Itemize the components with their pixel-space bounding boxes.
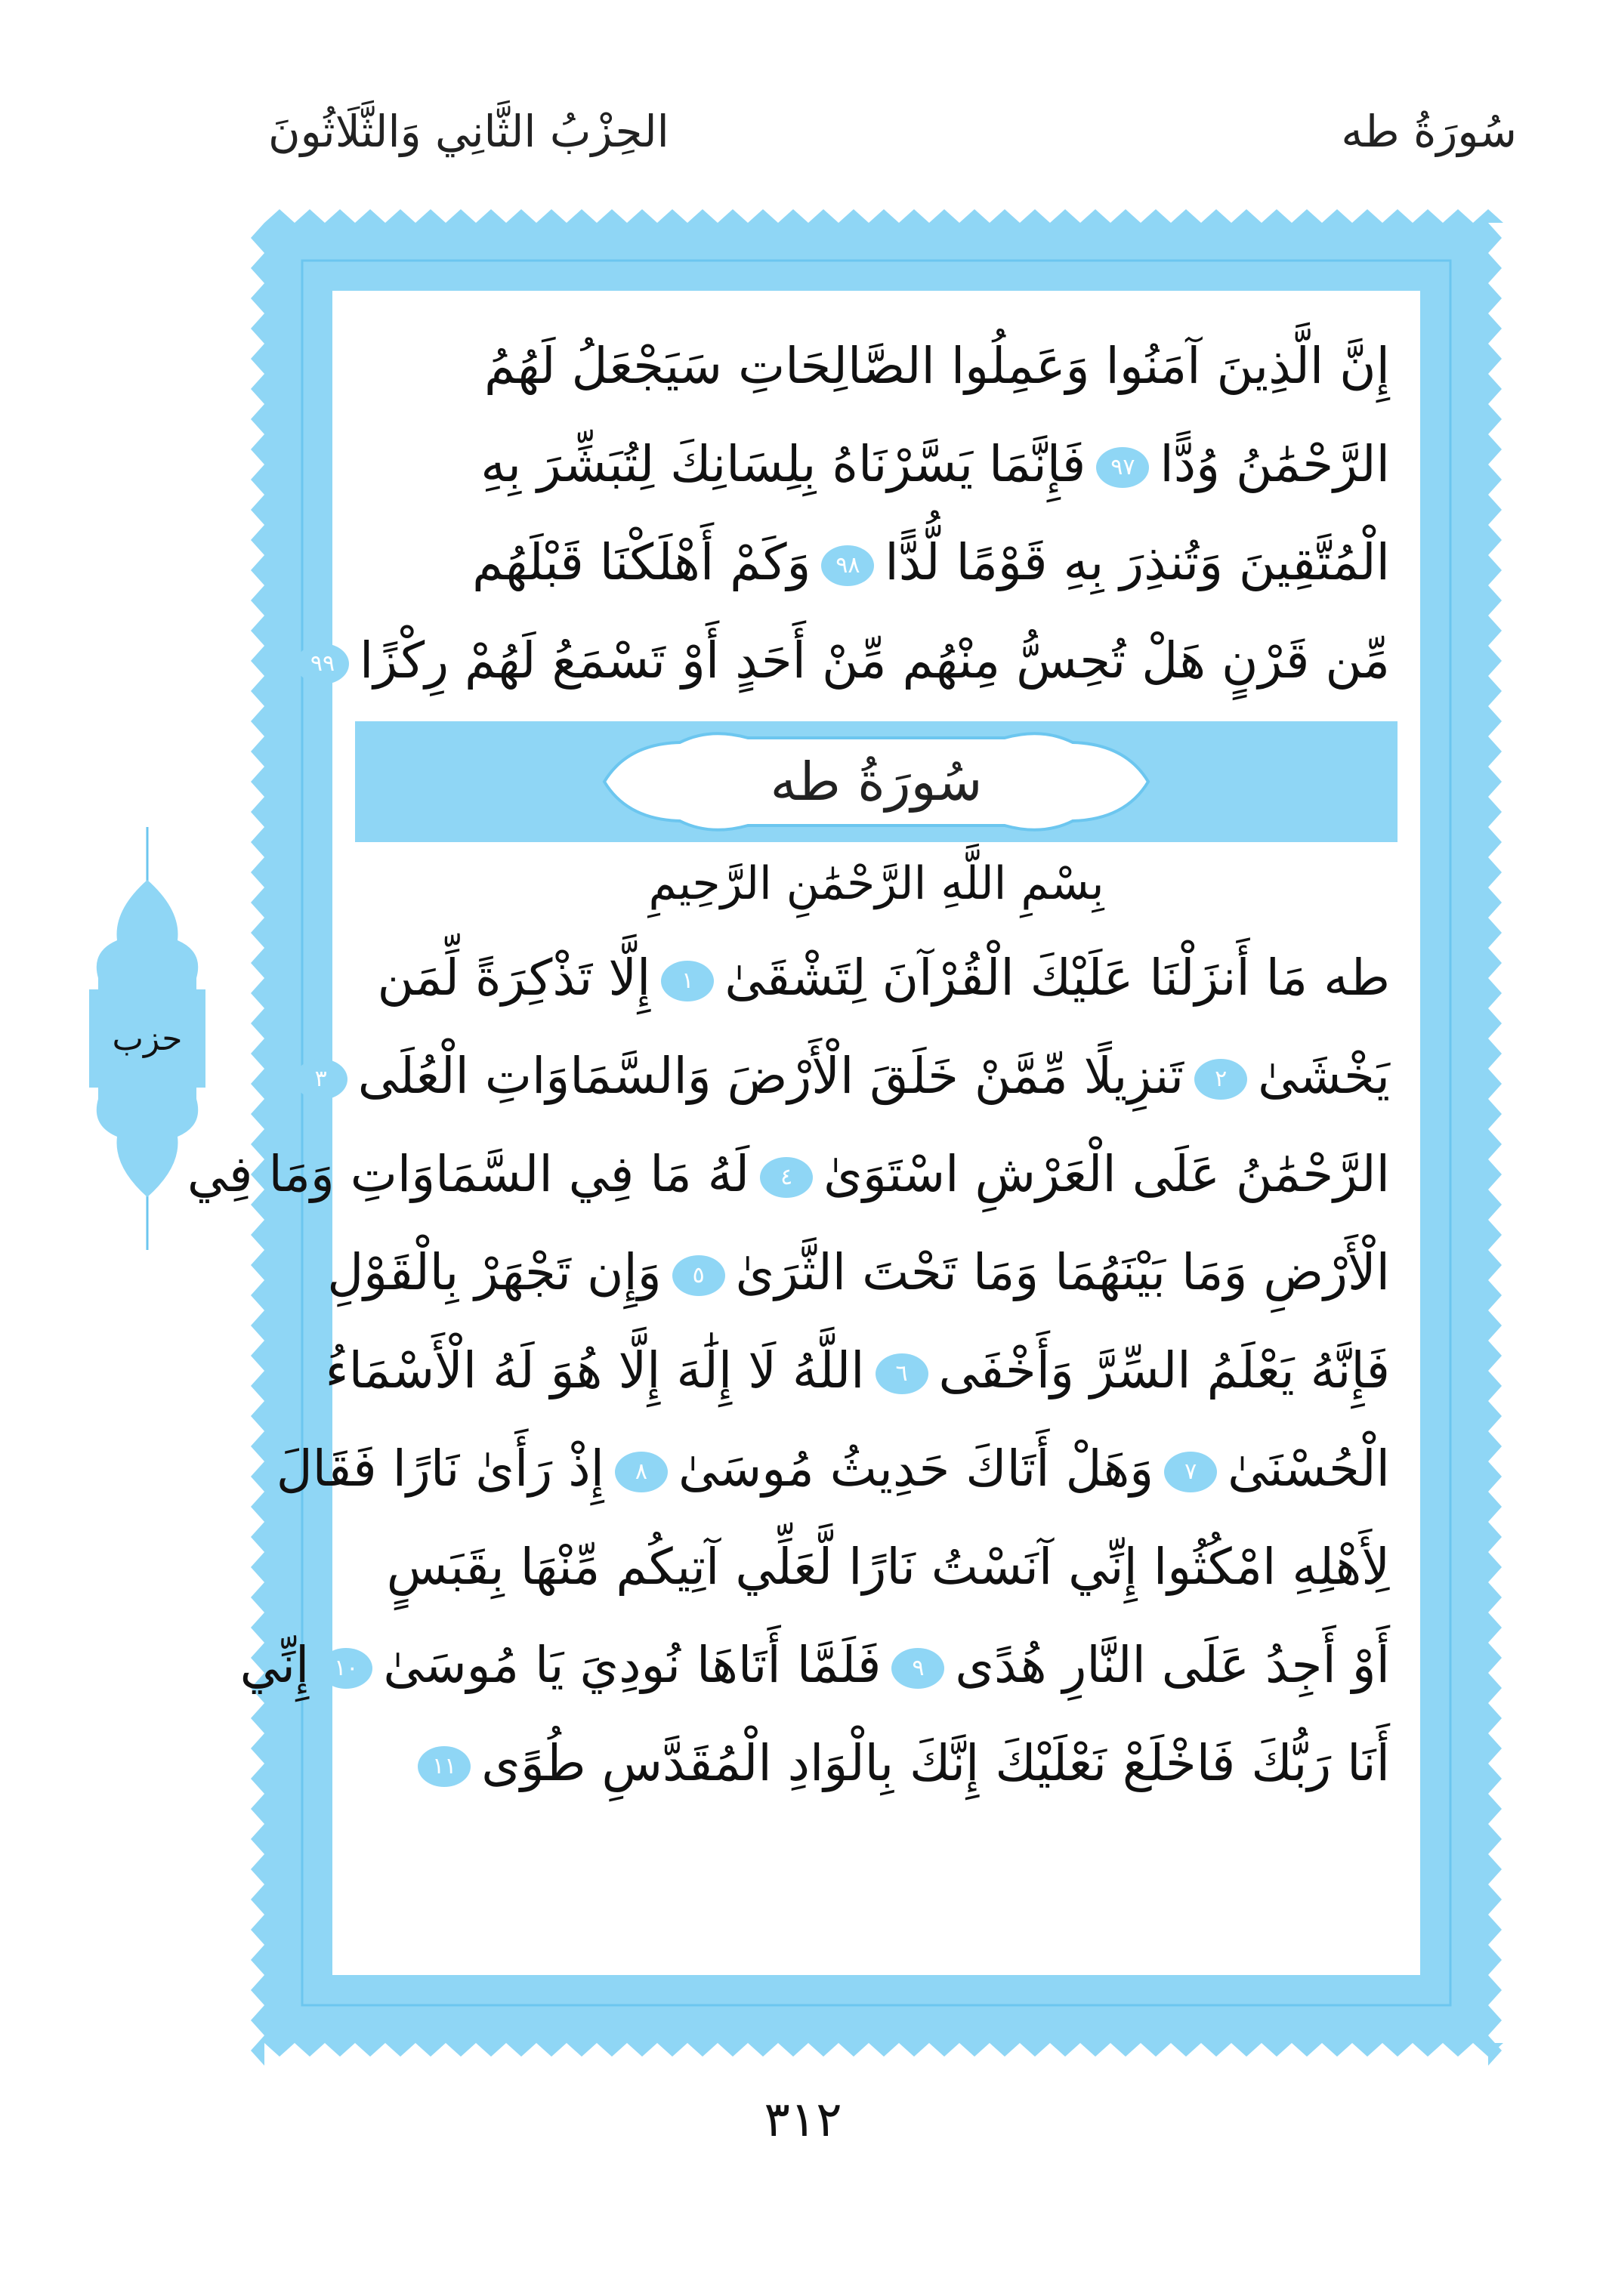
text-line-9: فَإِنَّهُ يَعْلَمُ السِّرَّ وَأَخْفَى٦اللَّهُ لَا إِلَٰهَ إِلَّا هُوَ لَهُ الْأَسْمَاءُ — [325, 1341, 1390, 1400]
surah-banner — [355, 721, 1398, 842]
text-line-7: الرَّحْمَٰنُ عَلَى الْعَرْشِ اسْتَوَىٰ٤لَهُ مَا فِي السَّمَاوَاتِ وَمَا فِي — [187, 1145, 1390, 1203]
surah-name-header: سُورَةُ طه — [1341, 106, 1517, 157]
text-area — [187, 291, 1420, 1975]
page-frame — [187, 208, 1503, 2058]
text-line-12: أَوْ أَجِدُ عَلَى النَّارِ هُدًى٩فَلَمَّا أَتَاهَا نُودِيَ يَا مُوسَىٰ١٠إِنِّي — [239, 1636, 1390, 1694]
ayah-marker-11: ١١ — [418, 1746, 471, 1787]
surah-title: سُورَةُ طه — [770, 751, 983, 813]
text-line-1: إِنَّ الَّذِينَ آمَنُوا وَعَمِلُوا الصَّالِحَاتِ سَيَجْعَلُ لَهُمُ — [484, 337, 1390, 395]
text-line-8: الْأَرْضِ وَمَا بَيْنَهُمَا وَمَا تَحْتَ الثَّرَىٰ٥وَإِن تَجْهَرْ بِالْقَوْلِ — [327, 1243, 1390, 1301]
hizb-label: حزب — [112, 1020, 183, 1058]
ayah-marker-9: ٩ — [891, 1648, 944, 1689]
ayah-marker-7: ٧ — [1164, 1452, 1217, 1492]
ayah-marker-10: ١٠ — [320, 1648, 372, 1689]
ayah-marker-3: ٣ — [295, 1059, 347, 1100]
ayah-marker-97: ٩٧ — [1096, 447, 1149, 488]
ayah-marker-4: ٤ — [760, 1157, 813, 1198]
hizb-margin-marker — [83, 827, 212, 1250]
text-line-10: الْحُسْنَىٰ٧وَهَلْ أَتَاكَ حَدِيثُ مُوسَىٰ٨إِذْ رَأَىٰ نَارًا فَقَالَ — [276, 1440, 1390, 1498]
text-line-4: مِّن قَرْنٍ هَلْ تُحِسُّ مِنْهُم مِّنْ أَحَدٍ أَوْ تَسْمَعُ لَهُمْ رِكْزًا٩٩ — [363, 616, 1390, 706]
ayah-marker-98: ٩٨ — [821, 545, 874, 586]
text-line-5: طه مَا أَنزَلْنَا عَلَيْكَ الْقُرْآنَ لِتَشْقَىٰ١إِلَّا تَذْكِرَةً لِّمَن — [377, 949, 1390, 1007]
text-line-11: لِأَهْلِهِ امْكُثُوا إِنِّي آنَسْتُ نَارًا لَّعَلِّي آتِيكُم مِّنْهَا بِقَبَسٍ — [386, 1538, 1390, 1596]
ayah-marker-6: ٦ — [876, 1353, 928, 1394]
ayah-marker-8: ٨ — [615, 1452, 668, 1492]
text-line-13: أَنَا رَبُّكَ فَاخْلَعْ نَعْلَيْكَ إِنَّكَ بِالْوَادِ الْمُقَدَّسِ طُوًى١١ — [363, 1718, 1390, 1809]
ayah-marker-1: ١ — [661, 961, 714, 1001]
ayah-marker-99: ٩٩ — [296, 643, 349, 684]
ayah-marker-2: ٢ — [1194, 1059, 1247, 1100]
ayah-marker-5: ٥ — [672, 1255, 725, 1296]
text-line-3: الْمُتَّقِينَ وَتُنذِرَ بِهِ قَوْمًا لُّدًّا٩٨وَكَمْ أَهْلَكْنَا قَبْلَهُم — [472, 533, 1390, 591]
hizb-name-header: الحِزْبُ الثَّانِي وَالثَّلَاثُونَ — [268, 106, 669, 157]
page-number: ٣١٢ — [764, 2092, 842, 2148]
basmala: بِسْمِ اللَّهِ الرَّحْمَٰنِ الرَّحِيمِ — [648, 857, 1104, 910]
text-line-6: يَخْشَىٰ٢تَنزِيلًا مِّمَّنْ خَلَقَ الْأَرْضَ وَالسَّمَاوَاتِ الْعُلَى٣ — [363, 1031, 1390, 1122]
text-line-2: الرَّحْمَٰنُ وُدًّا٩٧فَإِنَّمَا يَسَّرْنَاهُ بِلِسَانِكَ لِتُبَشِّرَ بِهِ — [480, 435, 1390, 493]
